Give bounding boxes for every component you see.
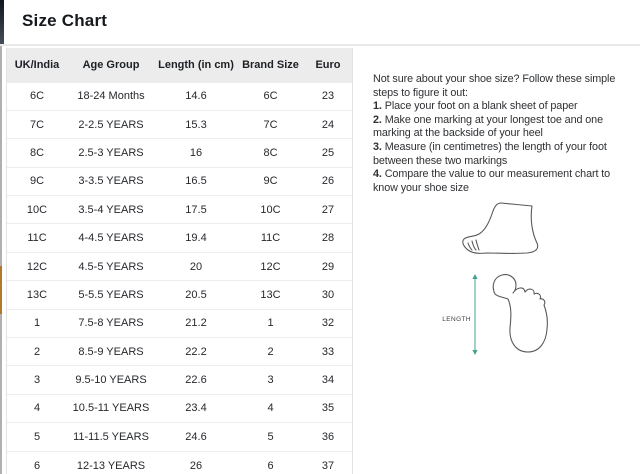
table-cell: 2 [237, 338, 304, 366]
measure-arrow-up-icon [472, 274, 477, 279]
table-cell: 22.2 [155, 338, 237, 366]
table-cell: 15.3 [155, 110, 237, 138]
table-cell: 20 [155, 252, 237, 280]
table-cell: 29 [304, 252, 352, 280]
instructions-intro: Not sure about your shoe size? Follow these simple steps to figure it out: [373, 73, 616, 99]
table-cell: 4-4.5 YEARS [67, 224, 155, 252]
table-cell: 26 [304, 167, 352, 195]
table-cell: 2-2.5 YEARS [67, 110, 155, 138]
foot-side-view-icon [463, 203, 538, 253]
table-cell: 4 [237, 394, 304, 422]
table-row [7, 281, 352, 309]
page-edge-dark-artifact [0, 0, 4, 44]
table-cell: 12C [7, 252, 67, 280]
table-cell: 10C [7, 196, 67, 224]
table-cell: 37 [304, 451, 352, 474]
table-cell: 16.5 [155, 167, 237, 195]
footprint-icon [493, 275, 547, 352]
table-cell: 6 [7, 451, 67, 474]
table-cell: 5 [237, 423, 304, 451]
table-row [7, 252, 352, 280]
step-text: Compare the value to our measurement chart to know your shoe size [373, 168, 611, 194]
table-cell: 7C [7, 110, 67, 138]
foot-measurement-diagram [428, 190, 628, 362]
step-number: 3. [373, 140, 382, 153]
table-cell: 18-24 Months [67, 82, 155, 110]
step-number: 4. [373, 168, 382, 181]
foot-diagram-illustration [428, 190, 628, 362]
table-cell: 13C [237, 281, 304, 309]
table-cell: 10.5-11 YEARS [67, 394, 155, 422]
table-cell: 23 [304, 82, 352, 110]
instruction-step-1 [373, 100, 636, 114]
table-cell: 21.2 [155, 309, 237, 337]
table-cell: 26 [155, 451, 237, 474]
sizing-instructions [373, 73, 636, 195]
instruction-step-2 [373, 114, 636, 141]
table-row [7, 82, 352, 110]
table-cell: 6C [237, 82, 304, 110]
size-table-scroll-region[interactable] [6, 48, 353, 474]
table-cell: 20.5 [155, 281, 237, 309]
table-cell: 1 [237, 309, 304, 337]
table-cell: 9C [237, 167, 304, 195]
table-cell: 7C [237, 110, 304, 138]
table-cell: 2 [7, 338, 67, 366]
table-cell: 11-11.5 YEARS [67, 423, 155, 451]
step-text: Measure (in centimetres) the length of your foot between these two markings [373, 140, 607, 167]
table-row [7, 224, 352, 252]
table-cell: 33 [304, 338, 352, 366]
table-cell: 27 [304, 196, 352, 224]
table-cell: 5 [7, 423, 67, 451]
table-cell: 2.5-3 YEARS [67, 139, 155, 167]
table-cell: 14.6 [155, 82, 237, 110]
table-cell: 12-13 YEARS [67, 451, 155, 474]
table-cell: 32 [304, 309, 352, 337]
column-header-brand-size: Brand Size [237, 48, 304, 82]
table-cell: 3.5-4 YEARS [67, 196, 155, 224]
table-cell: 8C [7, 139, 67, 167]
table-cell: 30 [304, 281, 352, 309]
column-header-euro: Euro [304, 48, 352, 82]
table-row [7, 451, 352, 474]
table-cell: 6C [7, 82, 67, 110]
table-cell: 3 [237, 366, 304, 394]
table-cell: 8.5-9 YEARS [67, 338, 155, 366]
table-cell: 8C [237, 139, 304, 167]
table-cell: 9.5-10 YEARS [67, 366, 155, 394]
table-cell: 19.4 [155, 224, 237, 252]
table-cell: 16 [155, 139, 237, 167]
title-divider [0, 44, 640, 46]
column-header-length-cm: Length (in cm) [155, 48, 237, 82]
table-cell: 1 [7, 309, 67, 337]
table-cell: 36 [304, 423, 352, 451]
table-row [7, 309, 352, 337]
length-measure-line [442, 274, 477, 355]
table-cell: 13C [7, 281, 67, 309]
table-row [7, 366, 352, 394]
table-cell: 34 [304, 366, 352, 394]
table-cell: 11C [7, 224, 67, 252]
size-table [7, 48, 352, 474]
table-cell: 23.4 [155, 394, 237, 422]
table-row [7, 110, 352, 138]
table-header-row [7, 48, 352, 82]
table-cell: 7.5-8 YEARS [67, 309, 155, 337]
table-cell: 5-5.5 YEARS [67, 281, 155, 309]
table-cell: 24 [304, 110, 352, 138]
table-row [7, 139, 352, 167]
table-cell: 4.5-5 YEARS [67, 252, 155, 280]
column-header-uk-india: UK/India [7, 48, 67, 82]
step-number: 2. [373, 113, 382, 126]
table-row [7, 394, 352, 422]
column-header-age-group: Age Group [67, 48, 155, 82]
page-title: Size Chart [22, 11, 108, 30]
page-edge-line-artifact [0, 44, 2, 474]
table-cell: 3 [7, 366, 67, 394]
page-edge-orange-artifact [0, 266, 2, 314]
step-text: Place your foot on a blank sheet of paper [384, 100, 578, 113]
table-cell: 28 [304, 224, 352, 252]
table-cell: 3-3.5 YEARS [67, 167, 155, 195]
table-row [7, 423, 352, 451]
table-cell: 9C [7, 167, 67, 195]
table-cell: 25 [304, 139, 352, 167]
table-cell: 35 [304, 394, 352, 422]
step-text: Make one marking at your longest toe and one marking at the backside of your heel [373, 113, 603, 140]
step-number: 1. [373, 100, 382, 113]
table-row [7, 338, 352, 366]
table-cell: 10C [237, 196, 304, 224]
table-row [7, 196, 352, 224]
table-cell: 17.5 [155, 196, 237, 224]
table-cell: 22.6 [155, 366, 237, 394]
length-label: LENGTH [442, 316, 471, 323]
table-cell: 6 [237, 451, 304, 474]
table-row [7, 167, 352, 195]
table-cell: 12C [237, 252, 304, 280]
instruction-step-3 [373, 141, 636, 168]
table-cell: 4 [7, 394, 67, 422]
table-cell: 24.6 [155, 423, 237, 451]
table-cell: 11C [237, 224, 304, 252]
measure-arrow-down-icon [472, 350, 477, 355]
